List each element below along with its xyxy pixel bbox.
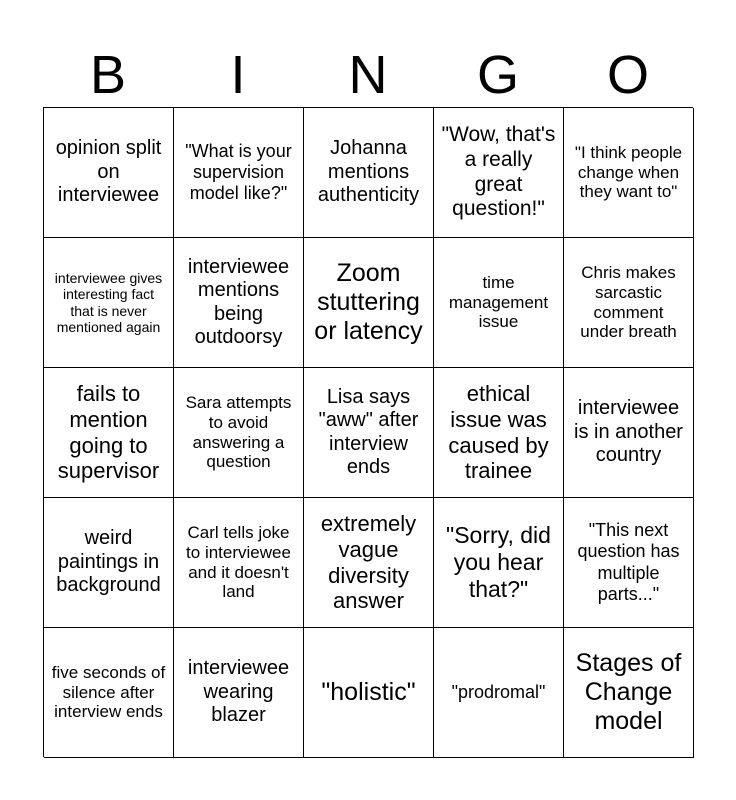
header-letter-n: N bbox=[348, 45, 388, 105]
bingo-cell[interactable] bbox=[304, 238, 434, 368]
bingo-cell-text: extremely vague diversity answer bbox=[320, 511, 417, 614]
header-letter-i: I bbox=[230, 45, 246, 105]
bingo-cell-text: "Wow, that's a really great question!" bbox=[441, 123, 556, 221]
bingo-cell[interactable] bbox=[44, 108, 174, 238]
bingo-cell-text: "I think people change when they want to" bbox=[574, 142, 683, 202]
bingo-cell-text: Zoom stuttering or latency bbox=[314, 258, 423, 346]
bingo-cell[interactable] bbox=[44, 498, 174, 628]
bingo-cell[interactable] bbox=[304, 628, 434, 758]
bingo-cell-text: Sara attempts to avoid answering a question bbox=[185, 392, 292, 472]
bingo-cell[interactable] bbox=[304, 108, 434, 238]
bingo-cell-text: interviewee mentions being outdoorsy bbox=[187, 255, 290, 348]
bingo-cell[interactable] bbox=[174, 368, 304, 498]
bingo-cell[interactable] bbox=[434, 238, 564, 368]
bingo-cell-text: opinion split on interviewee bbox=[55, 137, 162, 207]
bingo-card bbox=[43, 107, 693, 757]
bingo-cell-text: fails to mention going to supervisor bbox=[57, 381, 160, 484]
bingo-cell-text: weird paintings in background bbox=[56, 527, 161, 597]
bingo-cell[interactable] bbox=[44, 368, 174, 498]
bingo-cell[interactable] bbox=[174, 498, 304, 628]
header-letter-o: O bbox=[606, 45, 649, 105]
bingo-cell-text: interviewee gives interesting fact that is never mentioned again bbox=[54, 269, 163, 335]
bingo-cell-text: "This next question has multiple parts..." bbox=[577, 520, 680, 604]
bingo-cell[interactable] bbox=[174, 628, 304, 758]
bingo-cell-text: interviewee wearing blazer bbox=[187, 657, 290, 727]
bingo-cell-text: "prodromal" bbox=[451, 681, 546, 702]
header-letter-b: B bbox=[89, 45, 127, 105]
bingo-cell-text: interviewee is in another country bbox=[574, 397, 683, 467]
bingo-cell-text: Stages of Change model bbox=[575, 648, 682, 736]
bingo-cell[interactable] bbox=[564, 108, 694, 238]
bingo-cell[interactable] bbox=[44, 628, 174, 758]
bingo-cell[interactable] bbox=[434, 108, 564, 238]
bingo-cell-text: "What is your supervision model like?" bbox=[185, 140, 292, 204]
bingo-cell-text: Carl tells joke to interviewee and it doesn't land bbox=[186, 522, 291, 602]
bingo-cell[interactable] bbox=[564, 498, 694, 628]
bingo-cell[interactable] bbox=[44, 238, 174, 368]
bingo-cell[interactable] bbox=[304, 498, 434, 628]
bingo-header bbox=[43, 44, 693, 106]
bingo-cell-text: time management issue bbox=[448, 272, 549, 332]
bingo-cell-text: "Sorry, did you hear that?" bbox=[446, 522, 551, 602]
bingo-cell-text: five seconds of silence after interview ends bbox=[51, 662, 166, 722]
bingo-cell-text: Chris makes sarcastic comment under breath bbox=[580, 262, 677, 342]
bingo-cell-text: "holistic" bbox=[321, 677, 416, 706]
bingo-cell[interactable] bbox=[434, 498, 564, 628]
bingo-cell-text: Johanna mentions authenticity bbox=[317, 137, 420, 207]
bingo-cell-text: Lisa says "aww" after interview ends bbox=[318, 385, 419, 478]
bingo-cell-text: ethical issue was caused by trainee bbox=[448, 381, 549, 484]
bingo-cell[interactable] bbox=[564, 368, 694, 498]
bingo-cell[interactable] bbox=[174, 108, 304, 238]
bingo-cell[interactable] bbox=[434, 628, 564, 758]
bingo-cell[interactable] bbox=[564, 238, 694, 368]
bingo-cell[interactable] bbox=[174, 238, 304, 368]
bingo-cell[interactable] bbox=[564, 628, 694, 758]
bingo-cell[interactable] bbox=[434, 368, 564, 498]
header-letter-g: G bbox=[476, 45, 519, 105]
bingo-cell[interactable] bbox=[304, 368, 434, 498]
